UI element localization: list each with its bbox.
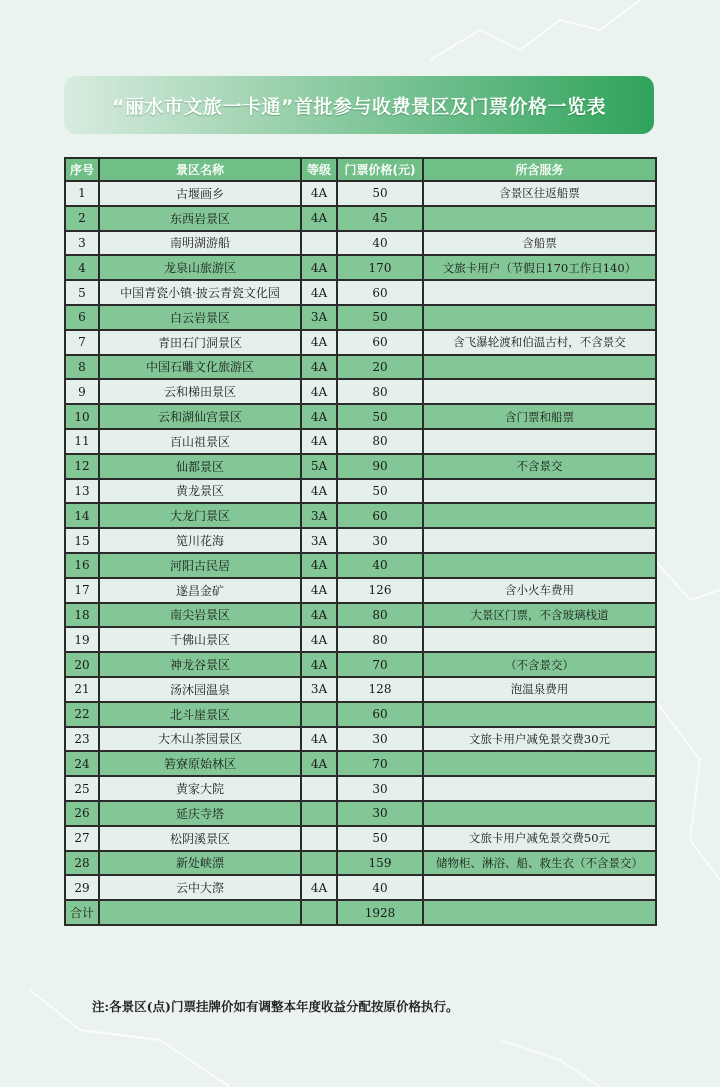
cell-level: 3A: [301, 528, 337, 553]
table-row: [65, 404, 656, 429]
total-level: [301, 900, 337, 925]
cell-price: 80: [337, 603, 423, 628]
cell-level: 4A: [301, 181, 337, 206]
cell-service: [423, 503, 656, 528]
table-row: [65, 355, 656, 380]
cell-no: 16: [65, 553, 99, 578]
cell-level: 4A: [301, 206, 337, 231]
header-service: 所含服务: [423, 158, 656, 181]
cell-level: 4A: [301, 578, 337, 603]
cell-no: 8: [65, 355, 99, 380]
header-level: 等级: [301, 158, 337, 181]
cell-price: 50: [337, 826, 423, 851]
cell-no: 26: [65, 801, 99, 826]
cell-price: 80: [337, 627, 423, 652]
cell-price: 30: [337, 776, 423, 801]
cell-name: 中国青瓷小镇·披云青瓷文化园: [99, 280, 301, 305]
cell-name: 云和梯田景区: [99, 379, 301, 404]
table-row: [65, 553, 656, 578]
cell-name: 新处峡漂: [99, 851, 301, 876]
cell-level: [301, 851, 337, 876]
cell-no: 21: [65, 677, 99, 702]
price-table: [64, 157, 657, 926]
cell-service: 含小火车费用: [423, 578, 656, 603]
table-row: [65, 776, 656, 801]
total-name: [99, 900, 301, 925]
cell-price: 40: [337, 875, 423, 900]
cell-price: 50: [337, 404, 423, 429]
table-row: [65, 280, 656, 305]
table-row: [65, 652, 656, 677]
table-row: [65, 305, 656, 330]
cell-name: 千佛山景区: [99, 627, 301, 652]
table-row: [65, 429, 656, 454]
cell-name: 古堰画乡: [99, 181, 301, 206]
cell-no: 18: [65, 603, 99, 628]
cell-price: 126: [337, 578, 423, 603]
cell-service: [423, 206, 656, 231]
cell-service: [423, 305, 656, 330]
cell-name: 白云岩景区: [99, 305, 301, 330]
cell-level: 3A: [301, 503, 337, 528]
cell-price: 30: [337, 801, 423, 826]
cell-level: 4A: [301, 727, 337, 752]
cell-level: [301, 702, 337, 727]
table-row: [65, 801, 656, 826]
cell-service: [423, 528, 656, 553]
cell-price: 60: [337, 503, 423, 528]
cell-price: 60: [337, 330, 423, 355]
cell-no: 7: [65, 330, 99, 355]
cell-service: [423, 553, 656, 578]
table-row: [65, 603, 656, 628]
total-price: 1928: [337, 900, 423, 925]
cell-price: 50: [337, 181, 423, 206]
cell-price: 40: [337, 553, 423, 578]
cell-no: 28: [65, 851, 99, 876]
cell-service: [423, 429, 656, 454]
cell-level: 4A: [301, 404, 337, 429]
cell-level: 3A: [301, 677, 337, 702]
cell-no: 5: [65, 280, 99, 305]
cell-name: 遂昌金矿: [99, 578, 301, 603]
cell-no: 15: [65, 528, 99, 553]
cell-price: 60: [337, 280, 423, 305]
cell-no: 19: [65, 627, 99, 652]
total-service: [423, 900, 656, 925]
cell-no: 4: [65, 255, 99, 280]
cell-service: [423, 355, 656, 380]
cell-service: [423, 379, 656, 404]
cell-service: [423, 751, 656, 776]
cell-service: 泡温泉费用: [423, 677, 656, 702]
cell-price: 70: [337, 751, 423, 776]
cell-no: 12: [65, 454, 99, 479]
cell-price: 30: [337, 727, 423, 752]
table-row: [65, 727, 656, 752]
cell-level: [301, 801, 337, 826]
cell-service: [423, 875, 656, 900]
cell-no: 2: [65, 206, 99, 231]
cell-level: [301, 776, 337, 801]
cell-service: [423, 479, 656, 504]
cell-price: 30: [337, 528, 423, 553]
cell-name: 南尖岩景区: [99, 603, 301, 628]
cell-no: 23: [65, 727, 99, 752]
header-name: 景区名称: [99, 158, 301, 181]
cell-price: 45: [337, 206, 423, 231]
cell-level: 4A: [301, 553, 337, 578]
cell-no: 29: [65, 875, 99, 900]
table-row: [65, 181, 656, 206]
cell-price: 20: [337, 355, 423, 380]
cell-name: 青田石门洞景区: [99, 330, 301, 355]
cell-level: 4A: [301, 379, 337, 404]
cell-no: 9: [65, 379, 99, 404]
page-title: “丽水市文旅一卡通”首批参与收费景区及门票价格一览表: [112, 95, 606, 118]
cell-name: 云和湖仙宫景区: [99, 404, 301, 429]
cell-no: 17: [65, 578, 99, 603]
cell-name: 河阳古民居: [99, 553, 301, 578]
table-row: [65, 702, 656, 727]
footnote: 注:各景区(点)门票挂牌价如有调整本年度收益分配按原价格执行。: [92, 999, 459, 1014]
cell-name: 笕川花海: [99, 528, 301, 553]
cell-service: 大景区门票，不含玻璃栈道: [423, 603, 656, 628]
cell-no: 25: [65, 776, 99, 801]
table-header-row: [65, 158, 656, 181]
table-row: [65, 379, 656, 404]
cell-no: 6: [65, 305, 99, 330]
table-row: [65, 826, 656, 851]
cell-level: 4A: [301, 751, 337, 776]
cell-service: 文旅卡用户（节假日170工作日140）: [423, 255, 656, 280]
cell-level: 4A: [301, 280, 337, 305]
cell-service: 文旅卡用户减免景交费50元: [423, 826, 656, 851]
cell-level: 4A: [301, 255, 337, 280]
cell-service: [423, 627, 656, 652]
table-row: [65, 479, 656, 504]
table-row: [65, 528, 656, 553]
cell-name: 东西岩景区: [99, 206, 301, 231]
cell-service: 含船票: [423, 231, 656, 256]
table-row: [65, 231, 656, 256]
total-label: 合计: [65, 900, 99, 925]
table-row: [65, 330, 656, 355]
cell-price: 159: [337, 851, 423, 876]
table-body: [65, 181, 656, 925]
cell-name: 中国石雕文化旅游区: [99, 355, 301, 380]
cell-price: 170: [337, 255, 423, 280]
cell-no: 1: [65, 181, 99, 206]
table-row: [65, 206, 656, 231]
cell-no: 27: [65, 826, 99, 851]
table-row: [65, 255, 656, 280]
cell-name: 龙泉山旅游区: [99, 255, 301, 280]
table-row: [65, 454, 656, 479]
cell-price: 90: [337, 454, 423, 479]
cell-no: 24: [65, 751, 99, 776]
cell-service: 不含景交: [423, 454, 656, 479]
cell-price: 40: [337, 231, 423, 256]
cell-service: 含景区往返船票: [423, 181, 656, 206]
table-row: [65, 751, 656, 776]
cell-no: 11: [65, 429, 99, 454]
cell-no: 20: [65, 652, 99, 677]
title-banner: [64, 76, 654, 134]
cell-price: 50: [337, 479, 423, 504]
cell-name: 汤沐园温泉: [99, 677, 301, 702]
table-row: [65, 875, 656, 900]
cell-name: 北斗崖景区: [99, 702, 301, 727]
cell-level: [301, 826, 337, 851]
cell-service: [423, 776, 656, 801]
cell-service: 含门票和船票: [423, 404, 656, 429]
cell-level: 5A: [301, 454, 337, 479]
cell-service: [423, 801, 656, 826]
cell-service: [423, 702, 656, 727]
cell-price: 60: [337, 702, 423, 727]
header-no: 序号: [65, 158, 99, 181]
cell-name: 仙都景区: [99, 454, 301, 479]
table-row: [65, 677, 656, 702]
cell-name: 黄家大院: [99, 776, 301, 801]
cell-level: 4A: [301, 652, 337, 677]
cell-name: 大龙门景区: [99, 503, 301, 528]
cell-name: 南明湖游船: [99, 231, 301, 256]
cell-level: 4A: [301, 355, 337, 380]
cell-name: 百山祖景区: [99, 429, 301, 454]
cell-price: 70: [337, 652, 423, 677]
table-row: [65, 851, 656, 876]
cell-level: 4A: [301, 875, 337, 900]
cell-no: 10: [65, 404, 99, 429]
cell-name: 箬寮原始林区: [99, 751, 301, 776]
cell-service: 含飞瀑轮渡和伯温古村，不含景交: [423, 330, 656, 355]
cell-service: 储物柜、淋浴、船、救生衣（不含景交）: [423, 851, 656, 876]
cell-price: 50: [337, 305, 423, 330]
cell-level: 4A: [301, 330, 337, 355]
cell-price: 80: [337, 379, 423, 404]
table-total-row: [65, 900, 656, 925]
cell-level: 4A: [301, 479, 337, 504]
cell-name: 神龙谷景区: [99, 652, 301, 677]
cell-price: 128: [337, 677, 423, 702]
cell-service: [423, 280, 656, 305]
cell-no: 22: [65, 702, 99, 727]
cell-service: （不含景交）: [423, 652, 656, 677]
table-row: [65, 503, 656, 528]
cell-name: 延庆寺塔: [99, 801, 301, 826]
cell-level: 4A: [301, 429, 337, 454]
table-row: [65, 627, 656, 652]
cell-price: 80: [337, 429, 423, 454]
cell-name: 大木山茶园景区: [99, 727, 301, 752]
cell-name: 松阴溪景区: [99, 826, 301, 851]
cell-service: 文旅卡用户减免景交费30元: [423, 727, 656, 752]
table-row: [65, 578, 656, 603]
cell-level: 3A: [301, 305, 337, 330]
cell-name: 云中大漈: [99, 875, 301, 900]
cell-name: 黄龙景区: [99, 479, 301, 504]
cell-no: 3: [65, 231, 99, 256]
cell-no: 14: [65, 503, 99, 528]
cell-level: 4A: [301, 627, 337, 652]
cell-level: 4A: [301, 603, 337, 628]
header-price: 门票价格(元): [337, 158, 423, 181]
cell-no: 13: [65, 479, 99, 504]
cell-level: [301, 231, 337, 256]
